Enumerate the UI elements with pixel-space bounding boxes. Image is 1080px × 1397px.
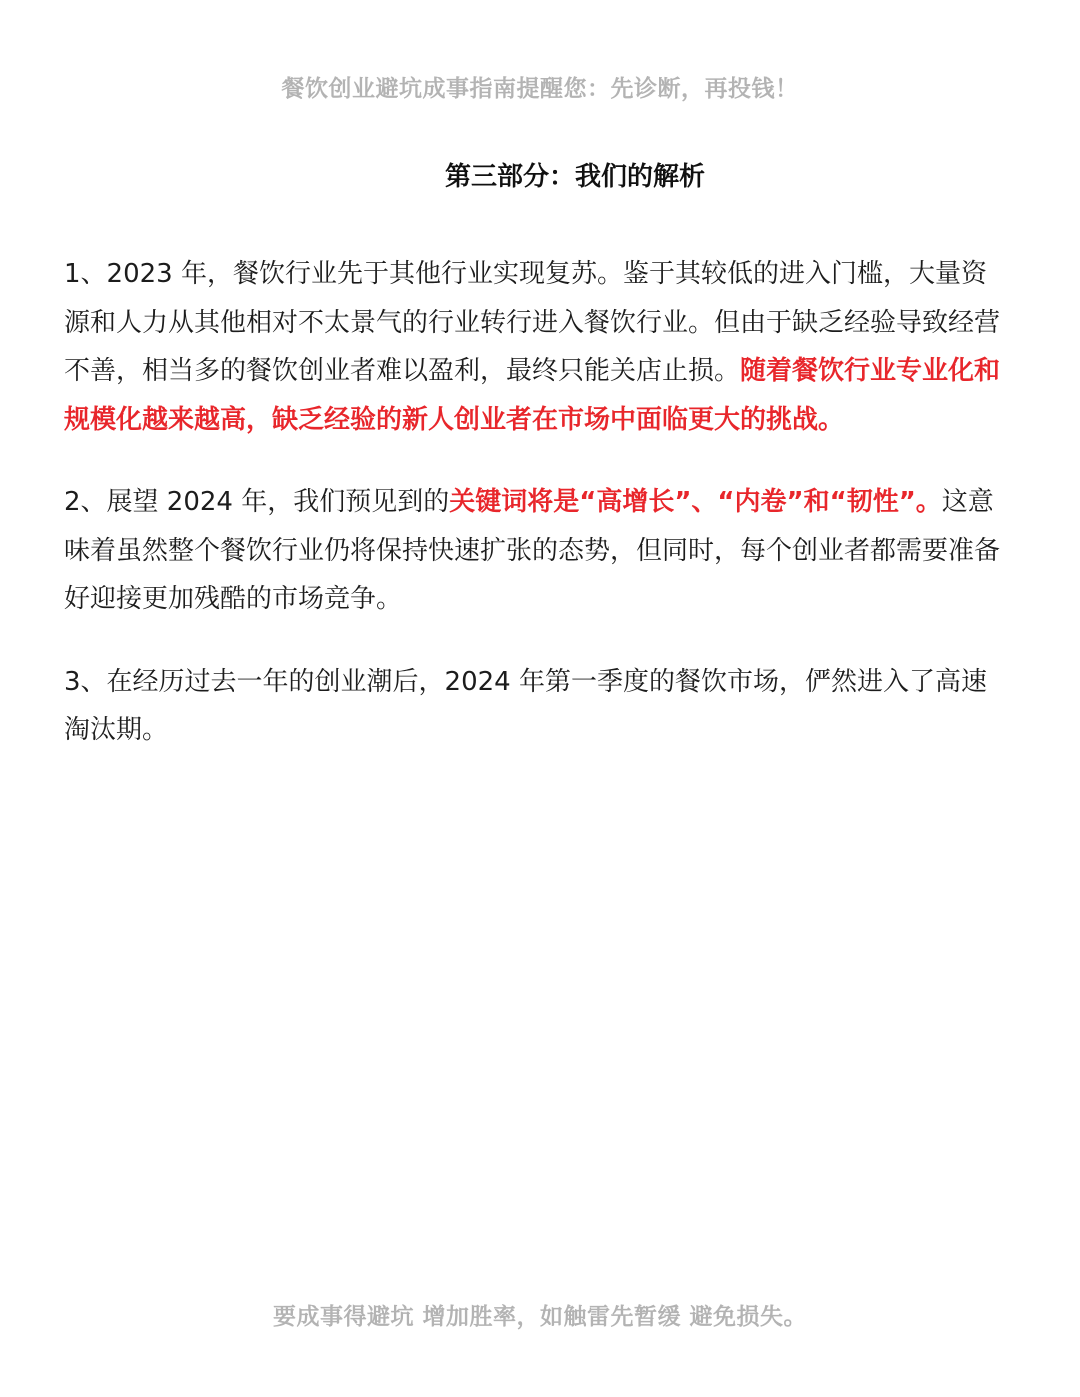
section-title: 第三部分：我们的解析: [444, 162, 705, 192]
paragraph-3-text: 3、在经历过去一年的创业潮后，2024 年第一季度的餐饮市场，俨然进入了高速淘汰期。: [64, 666, 987, 745]
paragraph-1-text: 1、2023 年，餐饮行业先于其他行业实现复苏。鉴于其较低的进入门槛，大量资源和人力从其他相对不太景气的行业转行进入餐饮行业。但由于缺乏经验导致经营不善，相当多的餐饮创业者难以盈利，最终只能关店止损。: [64, 259, 1001, 386]
paragraph-2: [64, 478, 1004, 624]
paragraph-2-text: 2、展望 2024 年，我们预见到的: [64, 487, 450, 517]
paragraph-2-highlight: 关键词将是“高增长”、“内卷”和“韧性”。: [449, 487, 942, 517]
paragraph-3: [64, 658, 1004, 755]
paragraph-2-text-after: 这意味着虽然整个餐饮行业仍将保持快速扩张的态势，但同时，每个创业者都需要准备好迎接更加残酷的市场竞争。: [64, 487, 1001, 614]
header-note: 餐饮创业避坑成事指南提醒您：先诊断，再投钱！: [281, 76, 799, 102]
analysis-content: [64, 250, 1004, 789]
footer-note: 要成事得避坑 增加胜率，如触雷先暂缓 避免损失。: [272, 1304, 807, 1330]
paragraph-1: [64, 250, 1004, 444]
paragraph-1-highlight: 随着餐饮行业专业化和规模化越来越高，缺乏经验的新人创业者在市场中面临更大的挑战。: [64, 356, 1001, 435]
